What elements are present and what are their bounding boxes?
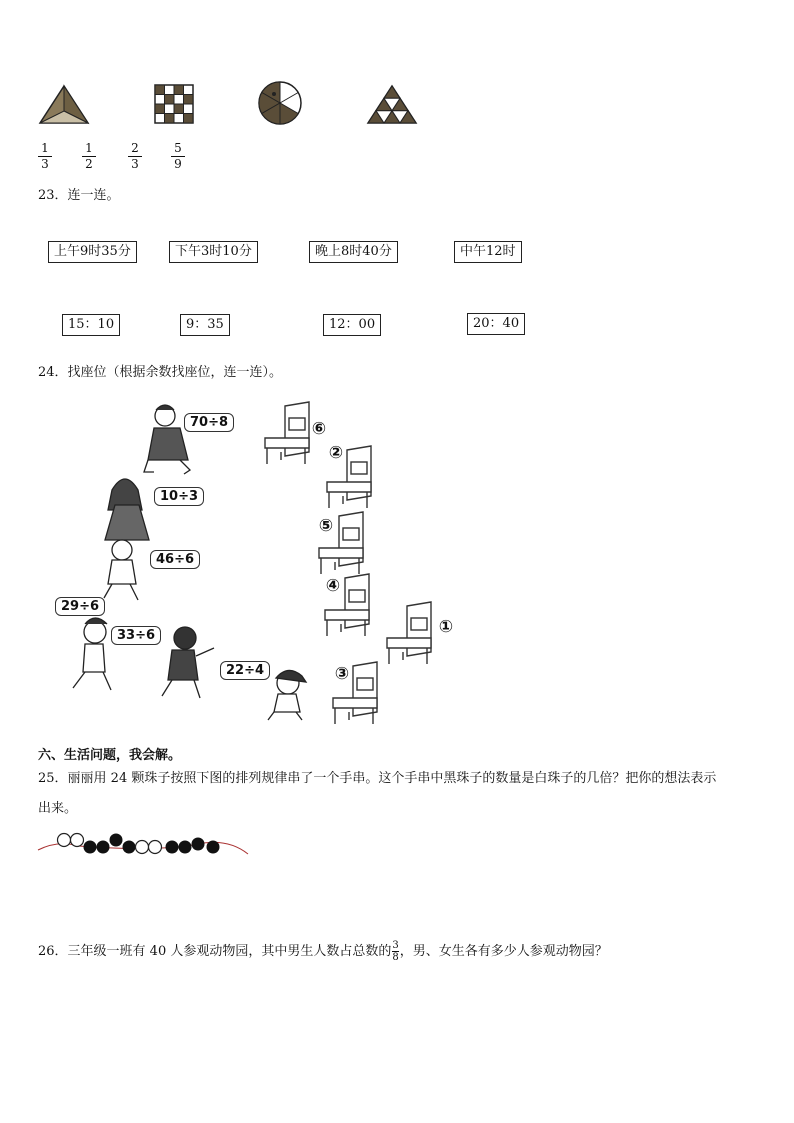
section-6-heading: 六、生活问题，我会解。: [38, 748, 182, 763]
chairs-illustration: [255, 398, 455, 728]
fraction-3: [128, 142, 142, 171]
division-bubble-6[interactable]: 22÷4: [220, 661, 270, 680]
q26-text: [38, 940, 608, 963]
child-figure-1: [144, 405, 190, 474]
fraction-1: [38, 142, 52, 171]
triangle-ninths-shape: [368, 86, 416, 123]
bead-bracelet-illustration: [36, 828, 251, 860]
child-figure-2: [105, 479, 149, 540]
q25-line-2: 出来。: [38, 801, 78, 816]
q23-title: 23．连一连。: [38, 188, 120, 203]
fraction-denominator: 2: [85, 157, 93, 171]
fraction-numerator: 1: [38, 142, 52, 157]
child-figure-4: [73, 618, 111, 690]
time-box-bottom-2[interactable]: 9：35: [180, 314, 230, 336]
fraction-denominator: 3: [41, 157, 49, 171]
seat-number-2: ②: [328, 443, 344, 463]
child-figure-5: [162, 627, 214, 698]
q24-title: 24．找座位（根据余数找座位，连一连）。: [38, 365, 283, 380]
seat-number-3: ③: [334, 664, 350, 684]
division-bubble-3[interactable]: 46÷6: [150, 550, 200, 569]
child-figure-3: [104, 540, 138, 600]
seat-number-5: ⑤: [318, 516, 334, 536]
time-box-bottom-3[interactable]: 12：00: [323, 314, 381, 336]
fraction-4: [171, 142, 185, 171]
seat-number-1: ①: [438, 617, 454, 637]
fraction-denominator: 9: [174, 157, 182, 171]
fraction-numerator: 5: [171, 142, 185, 157]
circle-sixths-shape: [259, 82, 301, 124]
chair-6: [265, 402, 309, 464]
chair-1: [387, 602, 431, 664]
fraction-denominator: 3: [131, 157, 139, 171]
q26-fraction: [392, 940, 398, 963]
fraction-2: [82, 142, 96, 171]
division-bubble-5[interactable]: 33÷6: [111, 626, 161, 645]
q26-fraction-denominator: 8: [392, 952, 399, 963]
division-bubble-4[interactable]: 29÷6: [55, 597, 105, 616]
shapes-row: [30, 78, 430, 128]
division-bubble-1[interactable]: 70÷8: [184, 413, 234, 432]
time-box-bottom-4[interactable]: 20：40: [467, 313, 525, 335]
division-bubble-2[interactable]: 10÷3: [154, 487, 204, 506]
time-box-top-1[interactable]: 上午9时35分: [48, 241, 137, 263]
q26-text-after: ，男、女生各有多少人参观动物园？: [399, 944, 608, 959]
time-box-top-2[interactable]: 下午3时10分: [169, 241, 258, 263]
q25-line-1: 25．丽丽用 24 颗珠子按照下图的排列规律串了一个手串。这个手串中黑珠子的数量是白珠子的几倍？把你的想法表示: [38, 771, 717, 786]
fraction-numerator: 1: [82, 142, 96, 157]
seat-number-6: ⑥: [311, 419, 327, 439]
time-box-bottom-1[interactable]: 15：10: [62, 314, 120, 336]
seat-number-4: ④: [325, 576, 341, 596]
checkered-grid-shape: [155, 85, 193, 123]
q26-text-before: 26．三年级一班有 40 人参观动物园，其中男生人数占总数的: [38, 944, 392, 959]
q26-fraction-numerator: 3: [392, 940, 399, 951]
triangle-thirds-shape: [40, 86, 88, 123]
time-box-top-4[interactable]: 中午12时: [454, 241, 522, 263]
time-box-top-3[interactable]: 晚上8时40分: [309, 241, 398, 263]
fraction-numerator: 2: [128, 142, 142, 157]
